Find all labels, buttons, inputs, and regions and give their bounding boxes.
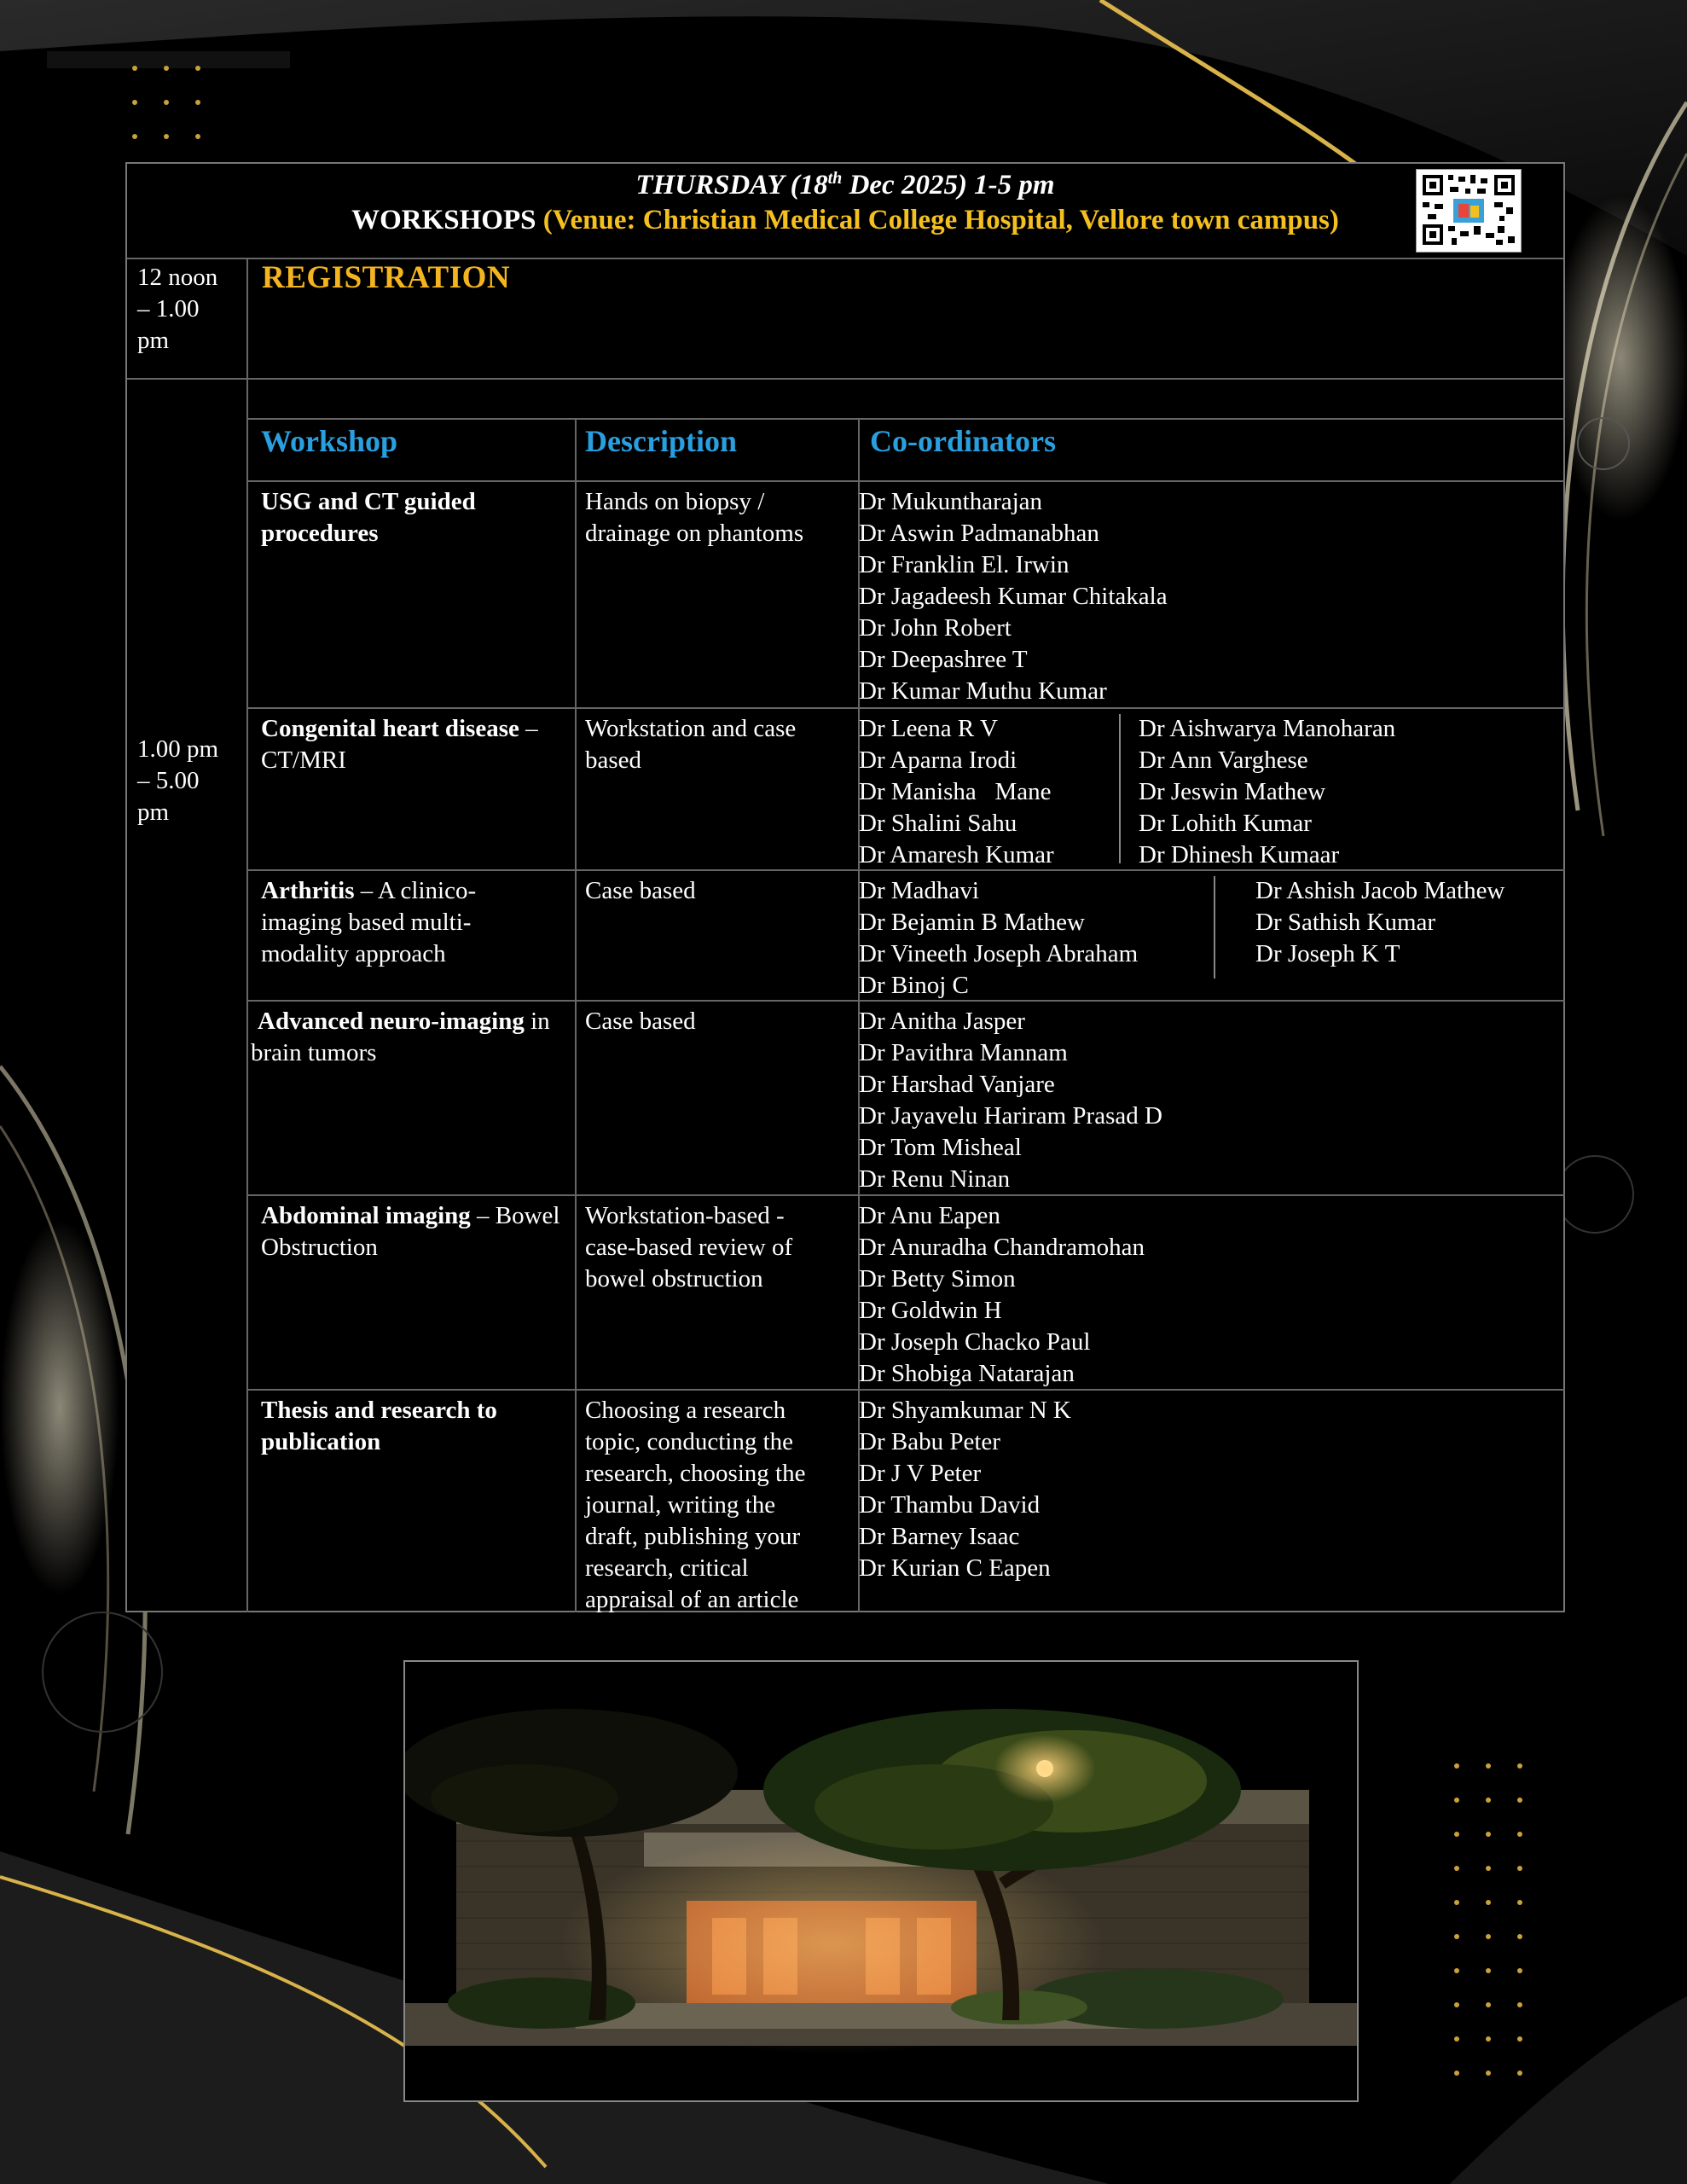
workshop-schedule-table bbox=[125, 162, 1565, 1612]
day-heading: THURSDAY (18th Dec 2025) 1-5 pm bbox=[635, 169, 1055, 200]
workshop-description: Case based bbox=[585, 1008, 696, 1035]
workshop-title: Abdominal imaging – Bowel Obstruction bbox=[261, 1202, 560, 1261]
campus-building-illustration bbox=[405, 1662, 1357, 2100]
divider bbox=[246, 480, 1565, 482]
workshops-venue-heading: WORKSHOPS (Venue: Christian Medical College Hospital, Vellore town campus) bbox=[351, 205, 1339, 235]
divider bbox=[246, 707, 1565, 709]
workshop-description: Hands on biopsy / drainage on phantoms bbox=[585, 488, 804, 547]
divider bbox=[127, 378, 1563, 380]
workshop-description: Case based bbox=[585, 877, 696, 904]
registration-label: REGISTRATION bbox=[262, 260, 511, 295]
session-time: 1.00 pm – 5.00 pm bbox=[137, 735, 219, 826]
workshop-title: USG and CT guided procedures bbox=[261, 488, 476, 547]
workshop-description: Workstation-based - case-based review of bowel obstruction bbox=[585, 1202, 793, 1292]
divider bbox=[246, 258, 248, 1612]
workshop-title: Congenital heart disease – CT/MRI bbox=[261, 715, 538, 774]
coordinators-list: Dr Anitha Jasper Dr Pavithra Mannam Dr Harshad Vanjare Dr Jayavelu Hariram Prasad D Dr Tom Misheal Dr Renu Ninan bbox=[859, 1008, 1162, 1193]
workshop-title: Thesis and research to publication bbox=[261, 1397, 497, 1455]
workshop-title: Advanced neuro-imaging in brain tumors bbox=[251, 1008, 550, 1066]
registration-time: 12 noon – 1.00 pm bbox=[137, 264, 218, 354]
gold-dots-decoration-right bbox=[1450, 1757, 1527, 2082]
divider bbox=[246, 418, 1565, 420]
column-header-description: Description bbox=[585, 424, 737, 458]
venue-text: (Venue: Christian Medical College Hospital, Vellore town campus) bbox=[542, 205, 1339, 235]
coordinators-list: Dr Mukuntharajan Dr Aswin Padmanabhan Dr Franklin El. Irwin Dr Jagadeesh Kumar Chitakala Dr John Robert Dr Deepashree T Dr Kumar Muthu Kumar bbox=[859, 488, 1168, 705]
coordinators-list: Dr Leena R V Dr Aparna Irodi Dr Manisha Mane Dr Shalini Sahu Dr Amaresh Kumar bbox=[859, 715, 1054, 868]
schedule-header bbox=[127, 164, 1563, 259]
column-header-coordinators: Co-ordinators bbox=[870, 424, 1056, 458]
coordinators-list-secondary: Dr Ashish Jacob Mathew Dr Sathish Kumar Dr Joseph K T bbox=[1255, 877, 1505, 967]
workshop-description: Choosing a research topic, conducting the research, choosing the journal, writing the draft, publishing your research, critical appraisal of an article bbox=[585, 1397, 806, 1613]
coordinators-list: Dr Madhavi Dr Bejamin B Mathew Dr Vineeth Joseph Abraham Dr Binoj C bbox=[859, 877, 1139, 999]
coordinators-list: Dr Anu Eapen Dr Anuradha Chandramohan Dr Betty Simon Dr Goldwin H Dr Joseph Chacko Paul Dr Shobiga Natarajan bbox=[859, 1202, 1145, 1387]
gold-dots-decoration bbox=[128, 60, 205, 145]
qr-code-icon[interactable] bbox=[1416, 169, 1522, 253]
divider bbox=[575, 418, 577, 1612]
coordinators-list: Dr Shyamkumar N K Dr Babu Peter Dr J V Peter Dr Thambu David Dr Barney Isaac Dr Kurian C Eapen bbox=[859, 1397, 1071, 1582]
campus-night-photo bbox=[403, 1660, 1359, 2102]
coordinators-list-secondary: Dr Aishwarya Manoharan Dr Ann Varghese Dr Jeswin Mathew Dr Lohith Kumar Dr Dhinesh Kumaar bbox=[1139, 715, 1396, 868]
workshop-title: Arthritis – A clinico-imaging based multi-modality approach bbox=[261, 877, 477, 967]
column-header-workshop: Workshop bbox=[261, 424, 398, 458]
workshop-description: Workstation and case based bbox=[585, 715, 797, 774]
